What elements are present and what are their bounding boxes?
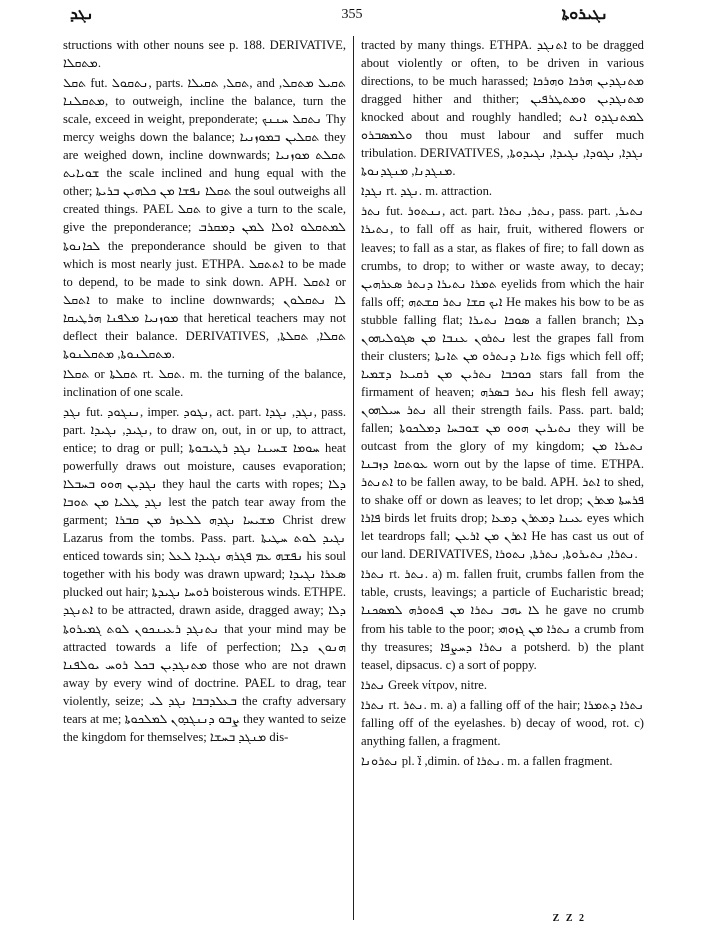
- entry-paragraph: tracted by many things. ETHPA. ܐܬܢܓܕ to be dragged about violently or often, to be driven in various directions, to be much harassed; ܡܬܢܓܕܝܢ ܗܪܟܐ ܘܗܪܟܐ dragged hither and thither; ܡܬܢܓܕܝܢ ܘܡܬܛܪܦܝܢ knocked about and roughly handled; ܠܡܬܢܓܕܘ ܐܢܬ ܘܠܡܣܒܪܘ thou must labour and suffer much tribulation. DERIVATIVES, ܢܓܕܐ, ܢܓܘܕܐ, ܢܓܝܕܐ, ܢܓܝܕܘܬܐ, ܡܢܓܕܢܐ, ܡܢܓܕܢܘܬܐ.: [361, 38, 644, 179]
- page-header: [0, 6, 704, 28]
- entry-paragraph: ܢܓܕ fut. ܢܢܓܘܕ, imper. ܢܓܘܕ, act. part. ܢܓܕ, ܢܓܕܐ, pass. part. ܢܓܝܕ, ܢܓܝܕܐ, to draw on, out, in or up, to attract, entice; to drag or pull; ܚܘܡܐ ܫܚܝܢܐ ܢܓܕ ܪܛܝܒܘܬܐ heat powerfully draws out moisture, causes evaporation; ܢܓܕܝܢ ܗܘܘ ܒܚܒܠܐ they haul the carts with ropes; ܕܠܐ ܢܓܕ ܛܠܝܐ ܡܢ ܬܘܒܐ lest the patch tear away from the garment; ܡܫܝܚܐ ܢܓܕܗ ܠܠܥܙܪ ܡܢ ܩܒܪܐ Christ drew Lazarus from the tombs. Pass. part. ܢܓܝܕ ܠܘܬ ܚܛܝܬܐ enticed towards sin; ܢܦܫܗ ܥܡ ܦܓܪܗ ܢܓܝܕܐ ܠܥܠ his soul together with his body was drawn upward; ܣܥܪܐ ܢܓܝܕܐ plucked out hair; ܪܘܚܐ ܢܓܝܕܬܐ boisterous winds. ETHPE. ܐܬܢܓܕ to be attracted, drawn aside, dragged away; ܕܠܐ ܢܬܢܓܕ ܪܥܝܢܟܘܢ ܠܘܬ ܓܡܝܪܘܬܐ that your mind may be attracted towards a life of perfection; ܗܢܘܢ ܕܠܐ ܡܬܢܓܕܝܢ ܒܟܠ ܪܘܚ ܝܘܠܦܢܐ those who are not drawn away by every wind of doctrine. PAEL to drag, tear violently, seize; ܒܥܠܕܒܒܐ ܢܓܕ ܠܝ the crafty adversary tears at me; ܨܒܘ ܕܢܢܓܕܘܢ ܠܡܠܟܘܬܐ they wanted to seize the kingdom for themselves; ܡܢܓܕ ܒܚܫܐ dis-: [63, 404, 346, 744]
- entry-paragraph: ܢܬܪܐ Greek νίτρον, nitre.: [361, 677, 488, 692]
- entry-paragraph: ܢܬܪܘܢܐ pl. ܐ̈ ,dimin. of ܢܬܪܐ. m. a fallen fragment.: [361, 753, 613, 768]
- entry-paragraph: ܢܬܪ fut. ܢܢܬܘܪ, act. part. ܢܬܪ, ܢܬܪܐ, pass. part. ܢܬܝܪ, ܢܬܝܪܐ, to fall off as hair, fruit, withered flowers or leaves; to fall as a star, as flakes of fire; to fall down as crumbs, to drop; to wither or waste away, to decay; ܬܡܪܐ ܢܬܝܪܐ ܕܢܬܪ ܣܥܪܗܝܢ eyelids from which the hair falls off; ܐܝܟ ܩܫܐ ܢܬܪ ܩܫܬܗ He makes his bow to be as stubble falling flat; ܣܘܟܐ ܢܬܝܪܐ a fallen branch; ܕܠܐ ܢܬܪܘܢ ܥܢܒܐ ܡܢ ܣܓܘܠܝܗܘܢ lest the grapes fall from their clusters; ܬܐܢܐ ܕܢܬܪܘ ܡܢ ܬܐܢܬܐ figs which fell off; ܟܘܟܒܐ ܢܬܪܝܢ ܡܢ ܪܩܝܥܐ ܕܫܡܝܐ stars fall from the firmament of heaven; ܢܬܪ ܒܣܪܗ his flesh fell away; ܢܬܪ ܚܝܠܗܘܢ all their strength fails. Pass. part. bald; fallen; ܢܬܝܪܝܢ ܗܘܘ ܡܢ ܫܘܒܚܐ ܕܡܠܟܘܬܐ they will be outcast from the glory of my kingdom; ܢܬܝܪܐ ܡܢ ܥܘܬܩܐ ܕܙܒܢܐ worn out by the lapse of time. ETHPA. ܐܬܢܬܪ to be fallen away, to be bald. APH. ܐܬܪ to shed, to shake off or down as leaves; to let drop; ܦܪܚܬܐ ܡܬܪܢ ܦܐܪܐ birds let fruits drop; ܥܝܢܐ ܕܡܬܪܢ ܕܡܥܐ eyes which let teardrops fall; ܐܬܪܢ ܡܢ ܐܪܥܢ He has cast us out of our land. DERIVATIVES, ܢܬܪܐ, ܢܬܝܪܘܬܐ, ܢܬܪܬܐ, ܢܬܘܪܐ.: [361, 204, 644, 562]
- entry-paragraph: ܬܩܠ fut. ܢܬܩܘܠ, parts. ܬܩܠ, ܬܩܝܠܐ, and ܬܩܝܠ ܡܬܩܠ, ܡܬܩܠܢܐ, to outweigh, incline the balance, turn the scale, exceed in weight, preponderate; ܢܬܩܠ ܚܢܢܟ Thy mercy weighs down the balance; ܬܩܠܝܢ ܒܡܘܙܢܝܐ they are weighed down, incline downwards; ܬܩܠܬ ܡܘܙܢܝܐ ܫܘܝܐܝܬ the scale inclined and hung equal with the other; ܬܩܠܐ ܢܦܫܐ ܡܢ ܟܠܗܝܢ ܒܪܝܬܐ the soul outweighs all created things. PAEL ܬܩܠ to give a turn to the scale, give the preponderance; ܠܡܬܩܠܘ ܐܘܠܐ ܠܡܢ ܕܡܩܪܒ ܠܟܐܢܘܬܐ the preponderance should be given to that which is most nearly just. ETHPA. ܐܬܬܩܠ to be made to depend, to be made to sink down. APH. ܐܬܩܠ or ܐܬܩܠ to make to incline downwards; ܠܐ ܢܬܩܠܘܢ ܡܘܙܢܝܐ ܡܠܦܢܐ ܗܪܛܝܩܐ that heretical teachers may not deflect their balance. DERIVATIVES, ܬܩܠܐ, ܬܩܠܬܐ, ܡܬܩܠܢܘܬܐ, ܡܬܩܠܢܘܬܐ.: [63, 76, 346, 361]
- entry-paragraph: ܬܩܠܐ or ܬܩܠܬܐ rt. ܬܩܠ. m. the turning of the balance, inclination of one scale.: [63, 366, 346, 399]
- page-number: 355: [341, 7, 363, 22]
- running-head-left: ܢܓܕ: [70, 6, 94, 23]
- left-column: [63, 36, 346, 896]
- entry-paragraph: ܢܬܪܐ rt. ܢܬܪ. m. a) a falling off of the hair; ܢܬܪܐ ܕܬܡܪܐ falling off of the eyelashes. b) decay of wood, rot. c) anything fallen, a fragment.: [361, 697, 644, 748]
- right-column: [361, 36, 644, 896]
- entry-paragraph: structions with other nouns see p. 188. DERIVATIVE, ܡܬܩܠܐ.: [63, 38, 346, 71]
- printer-signature: Z Z 2: [552, 913, 586, 924]
- entry-paragraph: ܢܓܕܐ rt. ܢܓܕ. m. attraction.: [361, 184, 493, 199]
- running-head-right: ܢܓܝܪܘܬܐ: [561, 6, 608, 23]
- entry-paragraph: ܢܬܪܐ rt. ܢܬܪ. a) m. fallen fruit, crumbs fallen from the table, crusts, leavings; a particle of Eucharistic bread; ܠܐ ܝܗܒ ܢܬܪܐ ܡܢ ܦܬܘܪܗ ܠܡܣܟܢܐ he gave no crumb from his table to the poor; ܢܬܪܐ ܡܢ ܓܙܘܗܝ a crumb from thy treasures; ܢܬܪܐ ܕܚܨܦܐ a potsherd. b) the plant teasel, dipsacus. c) a sort of poppy.: [361, 567, 644, 672]
- column-divider: [353, 36, 354, 920]
